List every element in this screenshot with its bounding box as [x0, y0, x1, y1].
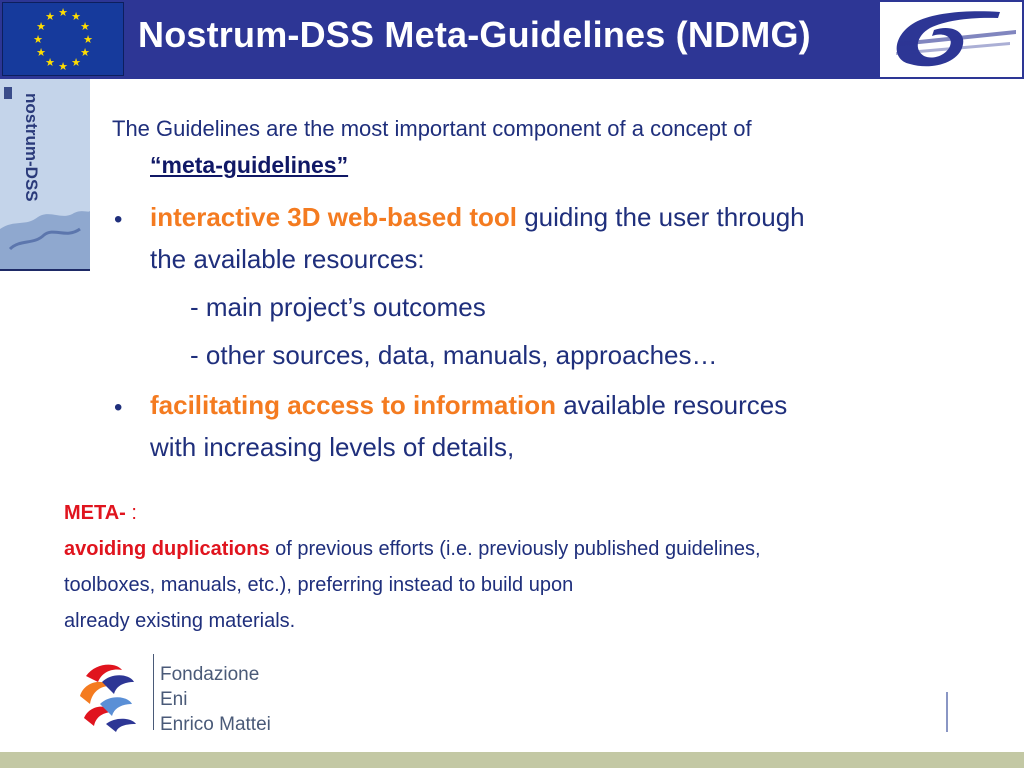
- feem-name-line-1: Fondazione: [160, 664, 260, 685]
- meta-label: META-: [64, 502, 126, 524]
- nostrum-logo-text: nostrum-DSS: [22, 93, 41, 202]
- bullet-1-highlight: interactive 3D web-based tool: [150, 202, 517, 232]
- bullet-2-highlight: facilitating access to information: [150, 390, 556, 420]
- bullet-2-continuation: with increasing levels of details,: [150, 432, 515, 462]
- svg-text:★: ★: [33, 34, 43, 46]
- feem-name: [160, 662, 271, 737]
- bullet-1-continuation: the available resources:: [150, 244, 425, 274]
- svg-text:★: ★: [71, 11, 81, 23]
- meta-heading: [64, 502, 137, 525]
- page-title: Nostrum-DSS Meta-Guidelines (NDMG): [138, 14, 811, 55]
- footer-band: [0, 752, 1024, 768]
- sub-item-2: - other sources, data, manuals, approaches…: [190, 340, 718, 370]
- bullet-marker: •: [114, 394, 123, 421]
- svg-text:★: ★: [45, 11, 55, 23]
- svg-text:★: ★: [80, 47, 90, 59]
- meta-line-3: already existing materials.: [64, 610, 296, 632]
- svg-text:★: ★: [36, 47, 46, 59]
- svg-text:★: ★: [71, 57, 81, 69]
- meta-line-1-text: of previous efforts (i.e. previously published guidelines,: [275, 538, 761, 560]
- meta-line-1: [64, 538, 761, 561]
- svg-text:★: ★: [58, 61, 68, 73]
- decorative-divider: [946, 692, 948, 732]
- svg-text:★: ★: [36, 21, 46, 33]
- meta-highlight: avoiding duplications: [64, 538, 270, 560]
- meta-colon: :: [131, 502, 137, 524]
- sub-item-1: - main project’s outcomes: [190, 292, 486, 322]
- meta-guidelines-link[interactable]: “meta-guidelines”: [150, 152, 349, 178]
- meta-line-2: toolboxes, manuals, etc.), preferring instead to build upon: [64, 574, 574, 596]
- bullet-2-text: available resources: [563, 390, 788, 420]
- bullet-2: [150, 390, 787, 421]
- intro-text: The Guidelines are the most important component of a concept of: [112, 116, 752, 141]
- svg-text:★: ★: [58, 7, 68, 19]
- feem-name-line-3: Enrico Mattei: [160, 714, 271, 735]
- feem-name-line-2: Eni: [160, 689, 188, 710]
- svg-text:★: ★: [45, 57, 55, 69]
- feem-divider: [153, 654, 154, 730]
- svg-text:★: ★: [80, 21, 90, 33]
- svg-text:★: ★: [83, 34, 93, 46]
- bullet-1-text: guiding the user through: [524, 202, 805, 232]
- bullet-1: [150, 202, 805, 233]
- bullet-marker: •: [114, 206, 123, 233]
